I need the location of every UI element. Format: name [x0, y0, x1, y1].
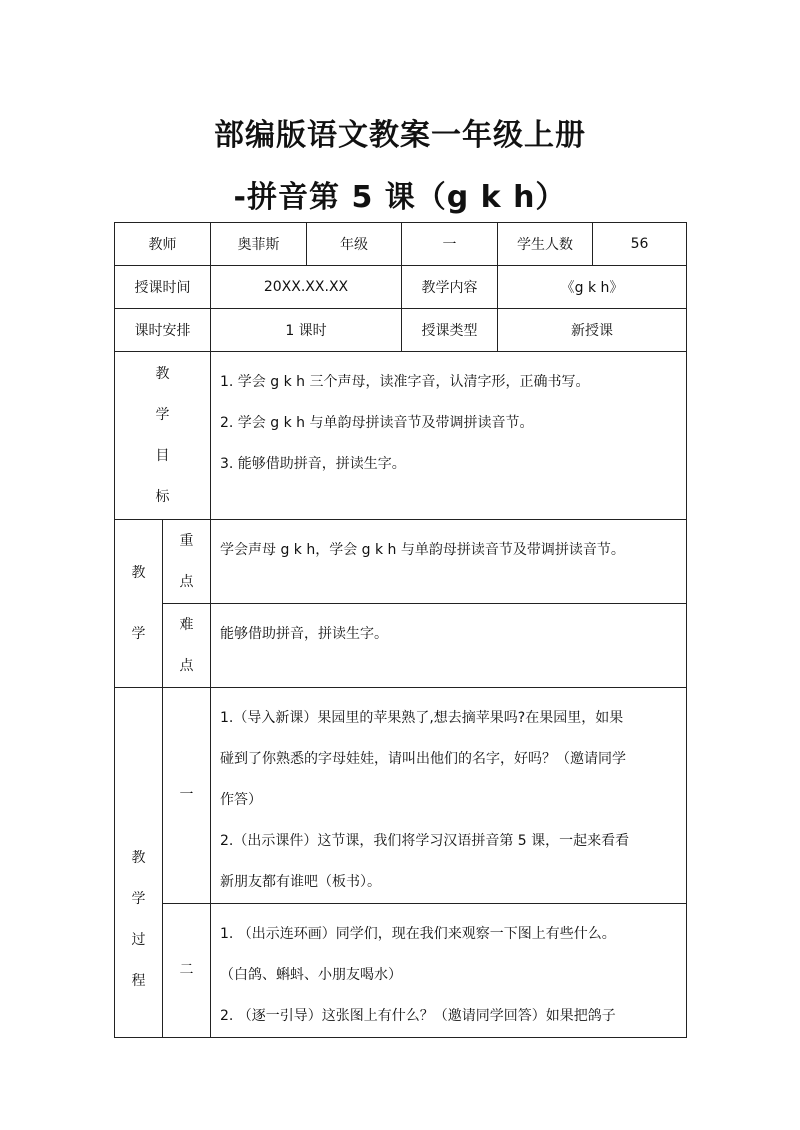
step1-line: 2.（出示课件）这节课，我们将学习汉语拼音第 5 课，一起来看看: [220, 833, 630, 849]
grade-label: 年级: [307, 223, 402, 266]
difficulty-text: 能够借助拼音，拼读生字。: [211, 604, 687, 688]
objectives-label-char: 教: [155, 365, 170, 382]
key-point-char: 点: [179, 573, 194, 590]
step2-line: 2. （逐一引导）这张图上有什么？（邀请同学回答）如果把鸽子: [220, 1008, 616, 1024]
info-row-1: [115, 223, 687, 266]
info-row-3: [115, 309, 687, 352]
key-point-label: [163, 520, 211, 604]
content-label: 教学内容: [402, 266, 498, 309]
difficulty-char: 难: [179, 616, 194, 633]
step2-label: 二: [163, 904, 211, 1038]
step1-line: 碰到了你熟悉的字母娃娃，请叫出他们的名字，好吗？（邀请同学: [220, 751, 626, 767]
objectives-label: [115, 352, 211, 520]
grade-value: 一: [402, 223, 498, 266]
process-outer-label: [115, 688, 163, 1038]
time-label: 授课时间: [115, 266, 211, 309]
difficulty-label: [163, 604, 211, 688]
objectives-row: [115, 352, 687, 520]
document-subtitle: -拼音第 5 课（g k h）: [233, 180, 567, 215]
content-value: 《g k h》: [498, 266, 687, 309]
step2-line: 1. （出示连环画）同学们，现在我们来观察一下图上有些什么。: [220, 926, 616, 942]
hours-value: 1 课时: [211, 309, 402, 352]
step2-content: [211, 904, 687, 1038]
step1-content: [211, 688, 687, 904]
step1-label: 一: [163, 688, 211, 904]
focus-outer-char: 学: [131, 625, 146, 642]
teacher-value: 奥菲斯: [211, 223, 307, 266]
difficulty-row: [115, 604, 687, 688]
info-row-2: [115, 266, 687, 309]
step1-line: 1.（导入新课）果园里的苹果熟了,想去摘苹果吗?在果园里，如果: [220, 710, 624, 726]
students-value: 56: [593, 223, 687, 266]
objectives-content: [211, 352, 687, 520]
document-title: 部编版语文教案一年级上册: [214, 118, 586, 153]
teacher-label: 教师: [115, 223, 211, 266]
lesson-plan-table: [114, 222, 687, 1038]
objectives-label-char: 标: [155, 488, 170, 505]
key-point-char: 重: [179, 532, 194, 549]
process-outer-char: 教: [131, 850, 146, 866]
focus-outer-label: [115, 520, 163, 688]
step2-line: （白鸽、蝌蚪、小朋友喝水）: [220, 967, 402, 983]
step1-line: 作答）: [220, 792, 262, 808]
process-outer-char: 过: [131, 932, 146, 948]
objective-item: 1. 学会 g k h 三个声母，读准字音，认清字形，正确书写。: [220, 374, 590, 390]
hours-label: 课时安排: [115, 309, 211, 352]
step1-line: 新朋友都有谁吧（板书）。: [220, 874, 381, 890]
process-step2-row: [115, 904, 687, 1038]
process-outer-char: 学: [131, 891, 146, 907]
objective-item: 3. 能够借助拼音，拼读生字。: [220, 456, 406, 472]
key-point-row: [115, 520, 687, 604]
objectives-label-char: 学: [155, 406, 170, 423]
type-value: 新授课: [498, 309, 687, 352]
objective-item: 2. 学会 g k h 与单韵母拼读音节及带调拼读音节。: [220, 415, 534, 431]
type-label: 授课类型: [402, 309, 498, 352]
process-outer-char: 程: [131, 973, 146, 989]
focus-outer-char: 教: [131, 564, 146, 581]
time-value: 20XX.XX.XX: [211, 266, 402, 309]
students-label: 学生人数: [498, 223, 593, 266]
key-point-text: 学会声母 g k h，学会 g k h 与单韵母拼读音节及带调拼读音节。: [211, 520, 687, 604]
process-step1-row: [115, 688, 687, 904]
difficulty-char: 点: [179, 657, 194, 674]
objectives-label-char: 目: [155, 447, 170, 464]
